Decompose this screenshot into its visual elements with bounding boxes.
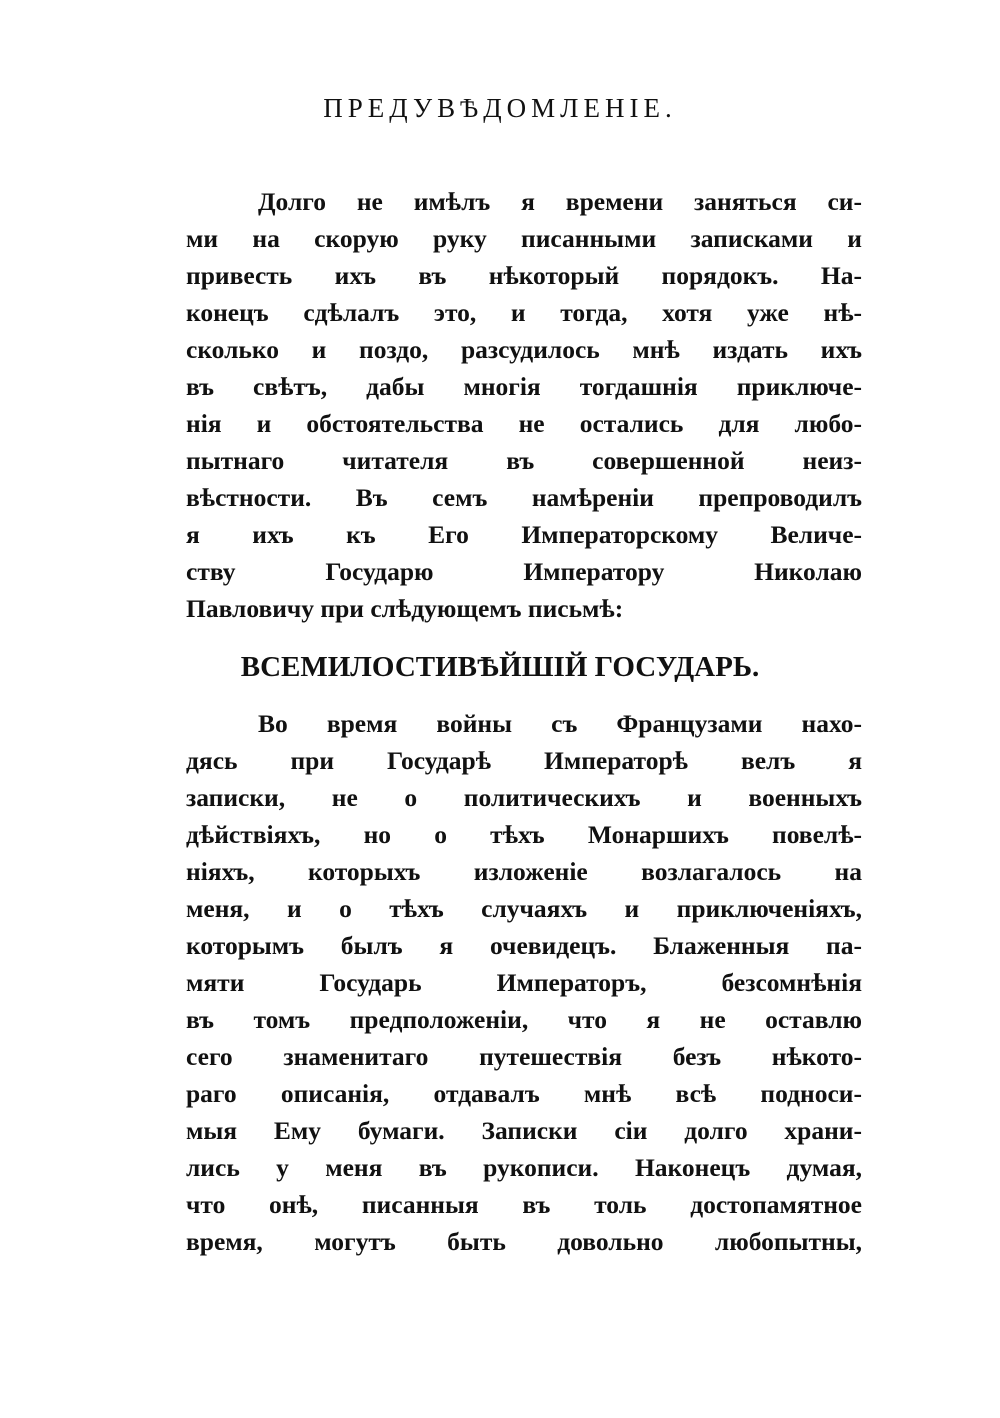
text-line: въ свѣтъ, дабы многія тогдашнія приключе- <box>186 372 862 401</box>
page-heading: ПРЕДУВѢДОМЛЕНІЕ. <box>323 93 677 123</box>
text-line: меня, и о тѣхъ случаяхъ и приключеніяхъ, <box>186 894 862 923</box>
text-line: Павловичу при слѣдующемъ письмѣ: <box>186 594 624 623</box>
text-line: ніяхъ, которыхъ изложеніе возлагалось на <box>186 857 862 886</box>
text-line: конецъ сдѣлалъ это, и тогда, хотя уже нѣ- <box>186 298 862 327</box>
text-line: нія и обстоятельства не остались для любо- <box>186 409 862 438</box>
text-line: мыя Ему бумаги. Записки сіи долго храни- <box>186 1116 862 1145</box>
text-line: записки, не о политическихъ и военныхъ <box>186 783 862 812</box>
text-line: которымъ былъ я очевидецъ. Блаженныя па- <box>186 931 862 960</box>
text-line: въ томъ предположеніи, что я не оставлю <box>186 1005 862 1034</box>
text-line: ми на скорую руку писанными записками и <box>186 224 862 253</box>
paragraph-letter <box>186 705 862 1260</box>
text-line: привесть ихъ въ нѣкоторый порядокъ. На- <box>186 261 862 290</box>
text-line: сколько и поздо, разсудилось мнѣ издать ихъ <box>186 335 862 364</box>
text-line: я ихъ къ Его Императорскому Величе- <box>186 520 862 549</box>
text-line: что онѣ, писанныя въ толь достопамятное <box>186 1190 862 1219</box>
paragraph-preface <box>186 183 862 627</box>
letter-salutation: ВСЕМИЛОСТИВѢЙШІЙ ГОСУДАРЬ. <box>240 651 760 683</box>
text-line: время, могутъ быть довольно любопытны, <box>186 1227 862 1256</box>
text-line: лись у меня въ рукописи. Наконецъ думая, <box>186 1153 862 1182</box>
text-line: раго описанія, отдавалъ мнѣ всѣ подноси- <box>186 1079 862 1108</box>
text-line: пытнаго читателя въ совершенной неиз- <box>186 446 862 475</box>
text-line: вѣстности. Въ семъ намѣреніи препроводилъ <box>186 483 862 512</box>
text-line: Долго не имѣлъ я времени заняться си- <box>258 187 862 216</box>
text-line: дѣйствіяхъ, но о тѣхъ Монаршихъ повелѣ- <box>186 820 862 849</box>
text-line: мяти Государь Императоръ, безсомнѣнія <box>186 968 862 997</box>
text-line: Во время войны съ Французами нахо- <box>258 709 862 738</box>
text-line: ству Государю Императору Николаю <box>186 557 862 586</box>
text-line: сего знаменитаго путешествія безъ нѣкото- <box>186 1042 862 1071</box>
text-line: дясь при Государѣ Императорѣ велъ я <box>186 746 862 775</box>
